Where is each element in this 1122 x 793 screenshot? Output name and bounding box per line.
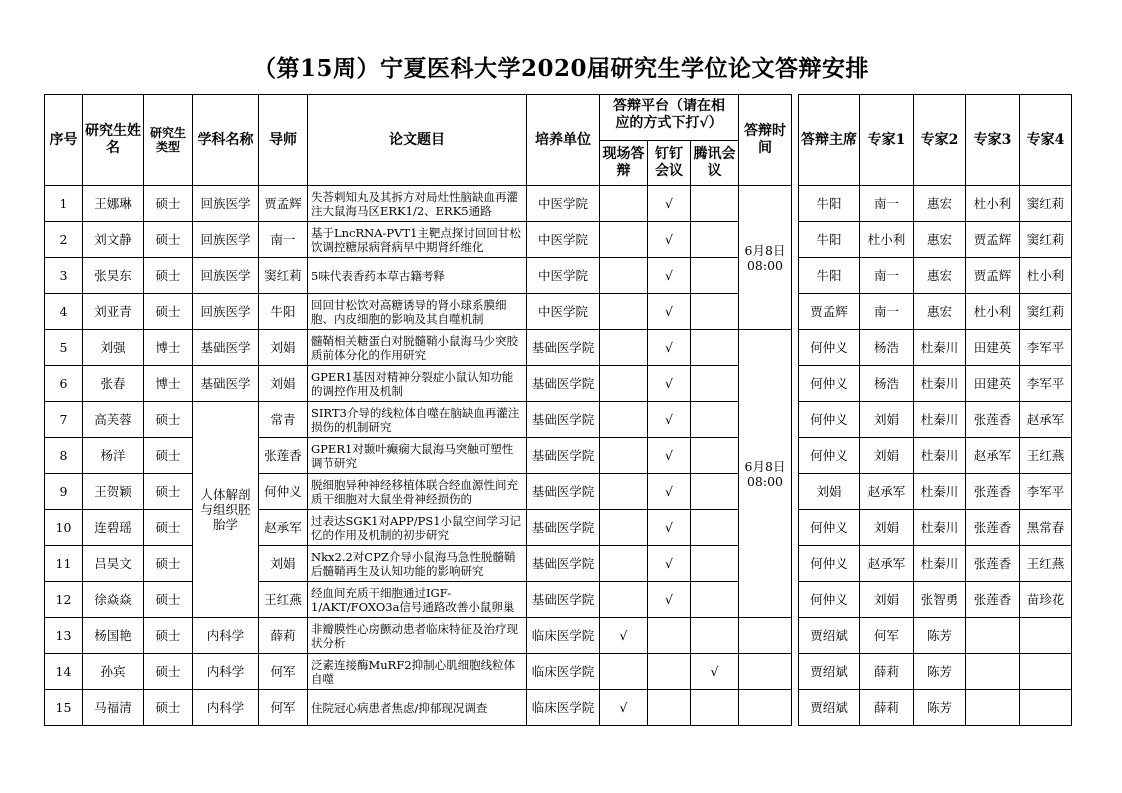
expert3-name [966, 654, 1020, 690]
student-name: 连碧瑶 [83, 510, 144, 546]
onsite-check [600, 582, 648, 618]
advisor-name: 牛阳 [259, 294, 308, 330]
student-type: 硕士 [144, 258, 193, 294]
thesis-title-text: 基于LncRNA-PVT1主靶点探讨回回甘松饮调控糖尿病肾病早中期肾纤维化 [311, 225, 521, 254]
student-name: 孙宾 [83, 654, 144, 690]
student-type: 博士 [144, 330, 193, 366]
dingtalk-check: √ [648, 258, 691, 294]
column-gap [792, 95, 799, 186]
row-seq: 1 [45, 186, 83, 222]
expert1-name: 赵承军 [860, 474, 914, 510]
expert4-name: 窦红莉 [1020, 186, 1072, 222]
expert1-name: 刘娟 [860, 438, 914, 474]
onsite-check: √ [600, 618, 648, 654]
dingtalk-check [648, 654, 691, 690]
training-unit: 临床医学院 [527, 618, 600, 654]
onsite-check [600, 366, 648, 402]
thesis-title-text: 住院冠心病患者焦虑/抑郁现况调查 [311, 700, 488, 715]
thesis-title [308, 222, 527, 258]
discipline-name: 内科学 [193, 690, 259, 726]
student-name: 徐焱焱 [83, 582, 144, 618]
student-type: 硕士 [144, 618, 193, 654]
discipline-name: 人体解剖与组织胚胎学 [193, 402, 259, 618]
tencent-check [691, 618, 739, 654]
expert3-name: 张莲香 [966, 474, 1020, 510]
header-platform [600, 95, 739, 141]
tencent-check [691, 402, 739, 438]
table-row [45, 618, 1072, 654]
column-gap [792, 186, 799, 222]
expert2-name: 惠宏 [914, 258, 966, 294]
header-expert3: 专家3 [966, 95, 1020, 186]
student-name: 杨洋 [83, 438, 144, 474]
defense-time [739, 186, 792, 330]
expert3-name [966, 690, 1020, 726]
expert2-name: 杜秦川 [914, 438, 966, 474]
column-gap [792, 258, 799, 294]
tencent-check [691, 582, 739, 618]
expert4-name [1020, 690, 1072, 726]
dingtalk-check: √ [648, 474, 691, 510]
onsite-check [600, 474, 648, 510]
advisor-name: 王红燕 [259, 582, 308, 618]
header-expert2: 专家2 [914, 95, 966, 186]
header-row [45, 95, 1072, 141]
column-gap [792, 474, 799, 510]
chair-name: 贾绍斌 [799, 618, 860, 654]
expert3-name: 杜小利 [966, 186, 1020, 222]
row-seq: 10 [45, 510, 83, 546]
table-row [45, 294, 1072, 330]
onsite-check [600, 654, 648, 690]
advisor-name: 何仲义 [259, 474, 308, 510]
expert4-name: 李军平 [1020, 366, 1072, 402]
expert2-name: 杜秦川 [914, 474, 966, 510]
expert1-name: 赵承军 [860, 546, 914, 582]
expert2-name: 杜秦川 [914, 546, 966, 582]
expert3-name: 赵承军 [966, 438, 1020, 474]
header-thesis: 论文题目 [308, 95, 527, 186]
advisor-name: 刘娟 [259, 546, 308, 582]
advisor-name: 刘娟 [259, 366, 308, 402]
header-platform-text: 答辩平台（请在相应的方式下打√） [613, 97, 725, 131]
chair-name: 贾绍斌 [799, 690, 860, 726]
table-row [45, 402, 1072, 438]
thesis-title-text: 经血间充质干细胞通过IGF-1/AKT/FOXO3a信号通路改善小鼠卵巢 [311, 585, 515, 614]
dingtalk-check [648, 618, 691, 654]
student-name: 杨国艳 [83, 618, 144, 654]
discipline-name: 回族医学 [193, 222, 259, 258]
student-name: 张昊东 [83, 258, 144, 294]
row-seq: 15 [45, 690, 83, 726]
chair-name: 贾孟辉 [799, 294, 860, 330]
training-unit: 基础医学院 [527, 402, 600, 438]
thesis-title [308, 510, 527, 546]
column-gap [792, 222, 799, 258]
onsite-check [600, 258, 648, 294]
expert4-name [1020, 618, 1072, 654]
expert2-name: 陈芳 [914, 690, 966, 726]
student-type: 硕士 [144, 186, 193, 222]
thesis-title-text: 5味代表香药本草古籍考释 [311, 268, 445, 283]
thesis-title-text: SIRT3介导的线粒体自噬在脑缺血再灌注损伤的机制研究 [311, 405, 520, 434]
expert2-name: 杜秦川 [914, 510, 966, 546]
student-type: 硕士 [144, 222, 193, 258]
dingtalk-check: √ [648, 402, 691, 438]
dingtalk-check: √ [648, 510, 691, 546]
student-type: 硕士 [144, 582, 193, 618]
column-gap [792, 402, 799, 438]
tencent-check [691, 690, 739, 726]
column-gap [792, 654, 799, 690]
row-seq: 8 [45, 438, 83, 474]
header-expert1: 专家1 [860, 95, 914, 186]
expert3-name [966, 618, 1020, 654]
expert4-name [1020, 654, 1072, 690]
training-unit: 基础医学院 [527, 438, 600, 474]
training-unit: 基础医学院 [527, 582, 600, 618]
thesis-title [308, 402, 527, 438]
header-chair: 答辩主席 [799, 95, 860, 186]
thesis-title [308, 438, 527, 474]
advisor-name: 赵承军 [259, 510, 308, 546]
expert1-name: 杨浩 [860, 330, 914, 366]
defense-clock: 08:00 [746, 257, 784, 273]
onsite-check [600, 402, 648, 438]
header-tencent: 腾讯会议 [691, 141, 739, 186]
tencent-check [691, 330, 739, 366]
expert2-name: 杜秦川 [914, 330, 966, 366]
expert2-name: 张智勇 [914, 582, 966, 618]
advisor-name: 贾孟辉 [259, 186, 308, 222]
column-gap [792, 294, 799, 330]
thesis-title-text: GPER1基因对精神分裂症小鼠认知功能的调控作用及机制 [311, 369, 514, 398]
onsite-check [600, 546, 648, 582]
student-name: 王贺颖 [83, 474, 144, 510]
thesis-title-text: GPER1对颞叶癫痫大鼠海马突触可塑性调节研究 [311, 441, 514, 470]
onsite-check [600, 294, 648, 330]
dingtalk-check: √ [648, 366, 691, 402]
dingtalk-check: √ [648, 438, 691, 474]
training-unit: 中医学院 [527, 222, 600, 258]
expert2-name: 惠宏 [914, 222, 966, 258]
advisor-name: 何军 [259, 654, 308, 690]
expert3-name: 田建英 [966, 330, 1020, 366]
row-seq: 4 [45, 294, 83, 330]
header-unit: 培养单位 [527, 95, 600, 186]
chair-name: 何仲义 [799, 510, 860, 546]
advisor-name: 南一 [259, 222, 308, 258]
tencent-check [691, 366, 739, 402]
expert4-name: 王红燕 [1020, 438, 1072, 474]
training-unit: 基础医学院 [527, 330, 600, 366]
student-name: 刘文静 [83, 222, 144, 258]
row-seq: 14 [45, 654, 83, 690]
advisor-name: 窦红莉 [259, 258, 308, 294]
thesis-title [308, 258, 527, 294]
expert3-name: 张莲香 [966, 510, 1020, 546]
thesis-title [308, 546, 527, 582]
training-unit: 基础医学院 [527, 510, 600, 546]
discipline-name: 基础医学 [193, 330, 259, 366]
expert1-name: 南一 [860, 186, 914, 222]
header-expert4: 专家4 [1020, 95, 1072, 186]
thesis-title-text: 非瓣膜性心房颤动患者临床特征及治疗现状分析 [311, 621, 518, 650]
student-name: 高芙蓉 [83, 402, 144, 438]
row-seq: 12 [45, 582, 83, 618]
expert1-name: 南一 [860, 258, 914, 294]
expert4-name: 窦红莉 [1020, 222, 1072, 258]
table-row [45, 258, 1072, 294]
training-unit: 中医学院 [527, 258, 600, 294]
header-dingtalk: 钉钉会议 [648, 141, 691, 186]
tencent-check [691, 258, 739, 294]
column-gap [792, 618, 799, 654]
thesis-title-text: 泛素连接酶MuRF2抑制心肌细胞线粒体自噬 [311, 657, 516, 686]
advisor-name: 张莲香 [259, 438, 308, 474]
expert1-name: 薛莉 [860, 690, 914, 726]
table-row [45, 366, 1072, 402]
thesis-title-text: Nkx2.2对CPZ介导小鼠海马急性脱髓鞘后髓鞘再生及认知功能的影响研究 [311, 549, 516, 578]
dingtalk-check [648, 690, 691, 726]
tencent-check [691, 186, 739, 222]
thesis-title [308, 330, 527, 366]
training-unit: 中医学院 [527, 186, 600, 222]
student-type: 硕士 [144, 654, 193, 690]
expert2-name: 杜秦川 [914, 402, 966, 438]
header-type: 研究生类型 [144, 95, 193, 186]
row-seq: 3 [45, 258, 83, 294]
chair-name: 贾绍斌 [799, 654, 860, 690]
expert2-name: 惠宏 [914, 294, 966, 330]
column-gap [792, 438, 799, 474]
header-time: 答辩时间 [739, 95, 792, 186]
chair-name: 何仲义 [799, 438, 860, 474]
student-type: 硕士 [144, 474, 193, 510]
chair-name: 牛阳 [799, 258, 860, 294]
header-seq: 序号 [45, 95, 83, 186]
expert4-name: 杜小利 [1020, 258, 1072, 294]
table-row [45, 222, 1072, 258]
training-unit: 临床医学院 [527, 690, 600, 726]
header-discipline: 学科名称 [193, 95, 259, 186]
expert1-name: 何军 [860, 618, 914, 654]
expert3-name: 张莲香 [966, 402, 1020, 438]
expert4-name: 黑常春 [1020, 510, 1072, 546]
thesis-title [308, 186, 527, 222]
student-name: 张春 [83, 366, 144, 402]
thesis-title [308, 474, 527, 510]
training-unit: 基础医学院 [527, 366, 600, 402]
expert3-name: 张莲香 [966, 582, 1020, 618]
expert1-name: 杨浩 [860, 366, 914, 402]
dingtalk-check: √ [648, 186, 691, 222]
advisor-name: 薛莉 [259, 618, 308, 654]
discipline-name: 回族医学 [193, 294, 259, 330]
defense-schedule-table [44, 94, 1072, 726]
student-name: 吕昊文 [83, 546, 144, 582]
dingtalk-check: √ [648, 294, 691, 330]
discipline-name: 内科学 [193, 654, 259, 690]
expert4-name: 赵承军 [1020, 402, 1072, 438]
expert3-name: 杜小利 [966, 294, 1020, 330]
expert4-name: 李军平 [1020, 474, 1072, 510]
thesis-title [308, 294, 527, 330]
row-seq: 13 [45, 618, 83, 654]
column-gap [792, 690, 799, 726]
onsite-check [600, 438, 648, 474]
tencent-check [691, 222, 739, 258]
student-name: 马福清 [83, 690, 144, 726]
row-seq: 9 [45, 474, 83, 510]
table-row [45, 690, 1072, 726]
discipline-name: 内科学 [193, 618, 259, 654]
table-row [45, 654, 1072, 690]
column-gap [792, 546, 799, 582]
discipline-name: 回族医学 [193, 186, 259, 222]
thesis-title [308, 582, 527, 618]
expert4-name: 苗珍花 [1020, 582, 1072, 618]
expert4-name: 王红燕 [1020, 546, 1072, 582]
header-onsite: 现场答辩 [600, 141, 648, 186]
discipline-name: 回族医学 [193, 258, 259, 294]
column-gap [792, 366, 799, 402]
chair-name: 何仲义 [799, 402, 860, 438]
defense-date: 6月8日 [744, 458, 786, 474]
tencent-check [691, 546, 739, 582]
training-unit: 临床医学院 [527, 654, 600, 690]
header-student: 研究生姓名 [83, 95, 144, 186]
chair-name: 牛阳 [799, 222, 860, 258]
defense-time [739, 618, 792, 654]
onsite-check [600, 330, 648, 366]
training-unit: 基础医学院 [527, 546, 600, 582]
student-type: 硕士 [144, 402, 193, 438]
row-seq: 2 [45, 222, 83, 258]
chair-name: 刘娟 [799, 474, 860, 510]
expert1-name: 刘娟 [860, 582, 914, 618]
tencent-check [691, 474, 739, 510]
expert2-name: 陈芳 [914, 618, 966, 654]
advisor-name: 刘娟 [259, 330, 308, 366]
student-name: 刘亚青 [83, 294, 144, 330]
expert3-name: 张莲香 [966, 546, 1020, 582]
thesis-title [308, 366, 527, 402]
expert4-name: 李军平 [1020, 330, 1072, 366]
expert1-name: 刘娟 [860, 510, 914, 546]
expert3-name: 田建英 [966, 366, 1020, 402]
table-row [45, 186, 1072, 222]
expert3-name: 贾孟辉 [966, 222, 1020, 258]
table-row [45, 330, 1072, 366]
thesis-title-text: 过表达SGK1对APP/PS1小鼠空间学习记忆的作用及机制的初步研究 [311, 513, 522, 542]
student-name: 刘强 [83, 330, 144, 366]
expert3-name: 贾孟辉 [966, 258, 1020, 294]
defense-time [739, 690, 792, 726]
thesis-title-text: 脱细胞异种神经移植体联合经血源性间充质干细胞对大鼠坐骨神经损伤的 [311, 477, 518, 506]
tencent-check: √ [691, 654, 739, 690]
expert1-name: 杜小利 [860, 222, 914, 258]
row-seq: 7 [45, 402, 83, 438]
advisor-name: 何军 [259, 690, 308, 726]
dingtalk-check: √ [648, 546, 691, 582]
thesis-title [308, 690, 527, 726]
column-gap [792, 510, 799, 546]
chair-name: 牛阳 [799, 186, 860, 222]
chair-name: 何仲义 [799, 366, 860, 402]
thesis-title-text: 回回甘松饮对高糖诱导的肾小球系膜细胞、内皮细胞的影响及其自噬机制 [311, 297, 507, 326]
onsite-check [600, 510, 648, 546]
row-seq: 6 [45, 366, 83, 402]
onsite-check [600, 222, 648, 258]
tencent-check [691, 294, 739, 330]
defense-date: 6月8日 [744, 242, 786, 258]
defense-time [739, 654, 792, 690]
thesis-title [308, 618, 527, 654]
thesis-title-text: 失荅剌知丸及其拆方对局灶性脑缺血再灌注大鼠海马区ERK1/2、ERK5通路 [311, 189, 518, 218]
student-type: 博士 [144, 366, 193, 402]
training-unit: 基础医学院 [527, 474, 600, 510]
table-body [45, 186, 1072, 726]
expert1-name: 刘娟 [860, 402, 914, 438]
row-seq: 5 [45, 330, 83, 366]
row-seq: 11 [45, 546, 83, 582]
expert2-name: 杜秦川 [914, 366, 966, 402]
student-type: 硕士 [144, 546, 193, 582]
student-name: 王娜琳 [83, 186, 144, 222]
student-type: 硕士 [144, 510, 193, 546]
student-type: 硕士 [144, 438, 193, 474]
expert2-name: 惠宏 [914, 186, 966, 222]
training-unit: 中医学院 [527, 294, 600, 330]
page-title: （第15周）宁夏医科大学2020届研究生学位论文答辩安排 [252, 55, 870, 82]
dingtalk-check: √ [648, 222, 691, 258]
defense-clock: 08:00 [746, 473, 784, 489]
header-advisor: 导师 [259, 95, 308, 186]
dingtalk-check: √ [648, 582, 691, 618]
expert4-name: 窦红莉 [1020, 294, 1072, 330]
chair-name: 何仲义 [799, 330, 860, 366]
thesis-title-text: 髓鞘相关糖蛋白对脱髓鞘小鼠海马少突胶质前体分化的作用研究 [311, 333, 518, 362]
onsite-check: √ [600, 690, 648, 726]
student-type: 硕士 [144, 294, 193, 330]
dingtalk-check: √ [648, 330, 691, 366]
tencent-check [691, 438, 739, 474]
onsite-check [600, 186, 648, 222]
advisor-name: 常青 [259, 402, 308, 438]
column-gap [792, 330, 799, 366]
expert1-name: 薛莉 [860, 654, 914, 690]
chair-name: 何仲义 [799, 546, 860, 582]
chair-name: 何仲义 [799, 582, 860, 618]
student-type: 硕士 [144, 690, 193, 726]
expert2-name: 陈芳 [914, 654, 966, 690]
expert1-name: 南一 [860, 294, 914, 330]
column-gap [792, 582, 799, 618]
discipline-name: 基础医学 [193, 366, 259, 402]
defense-time [739, 330, 792, 618]
thesis-title [308, 654, 527, 690]
tencent-check [691, 510, 739, 546]
